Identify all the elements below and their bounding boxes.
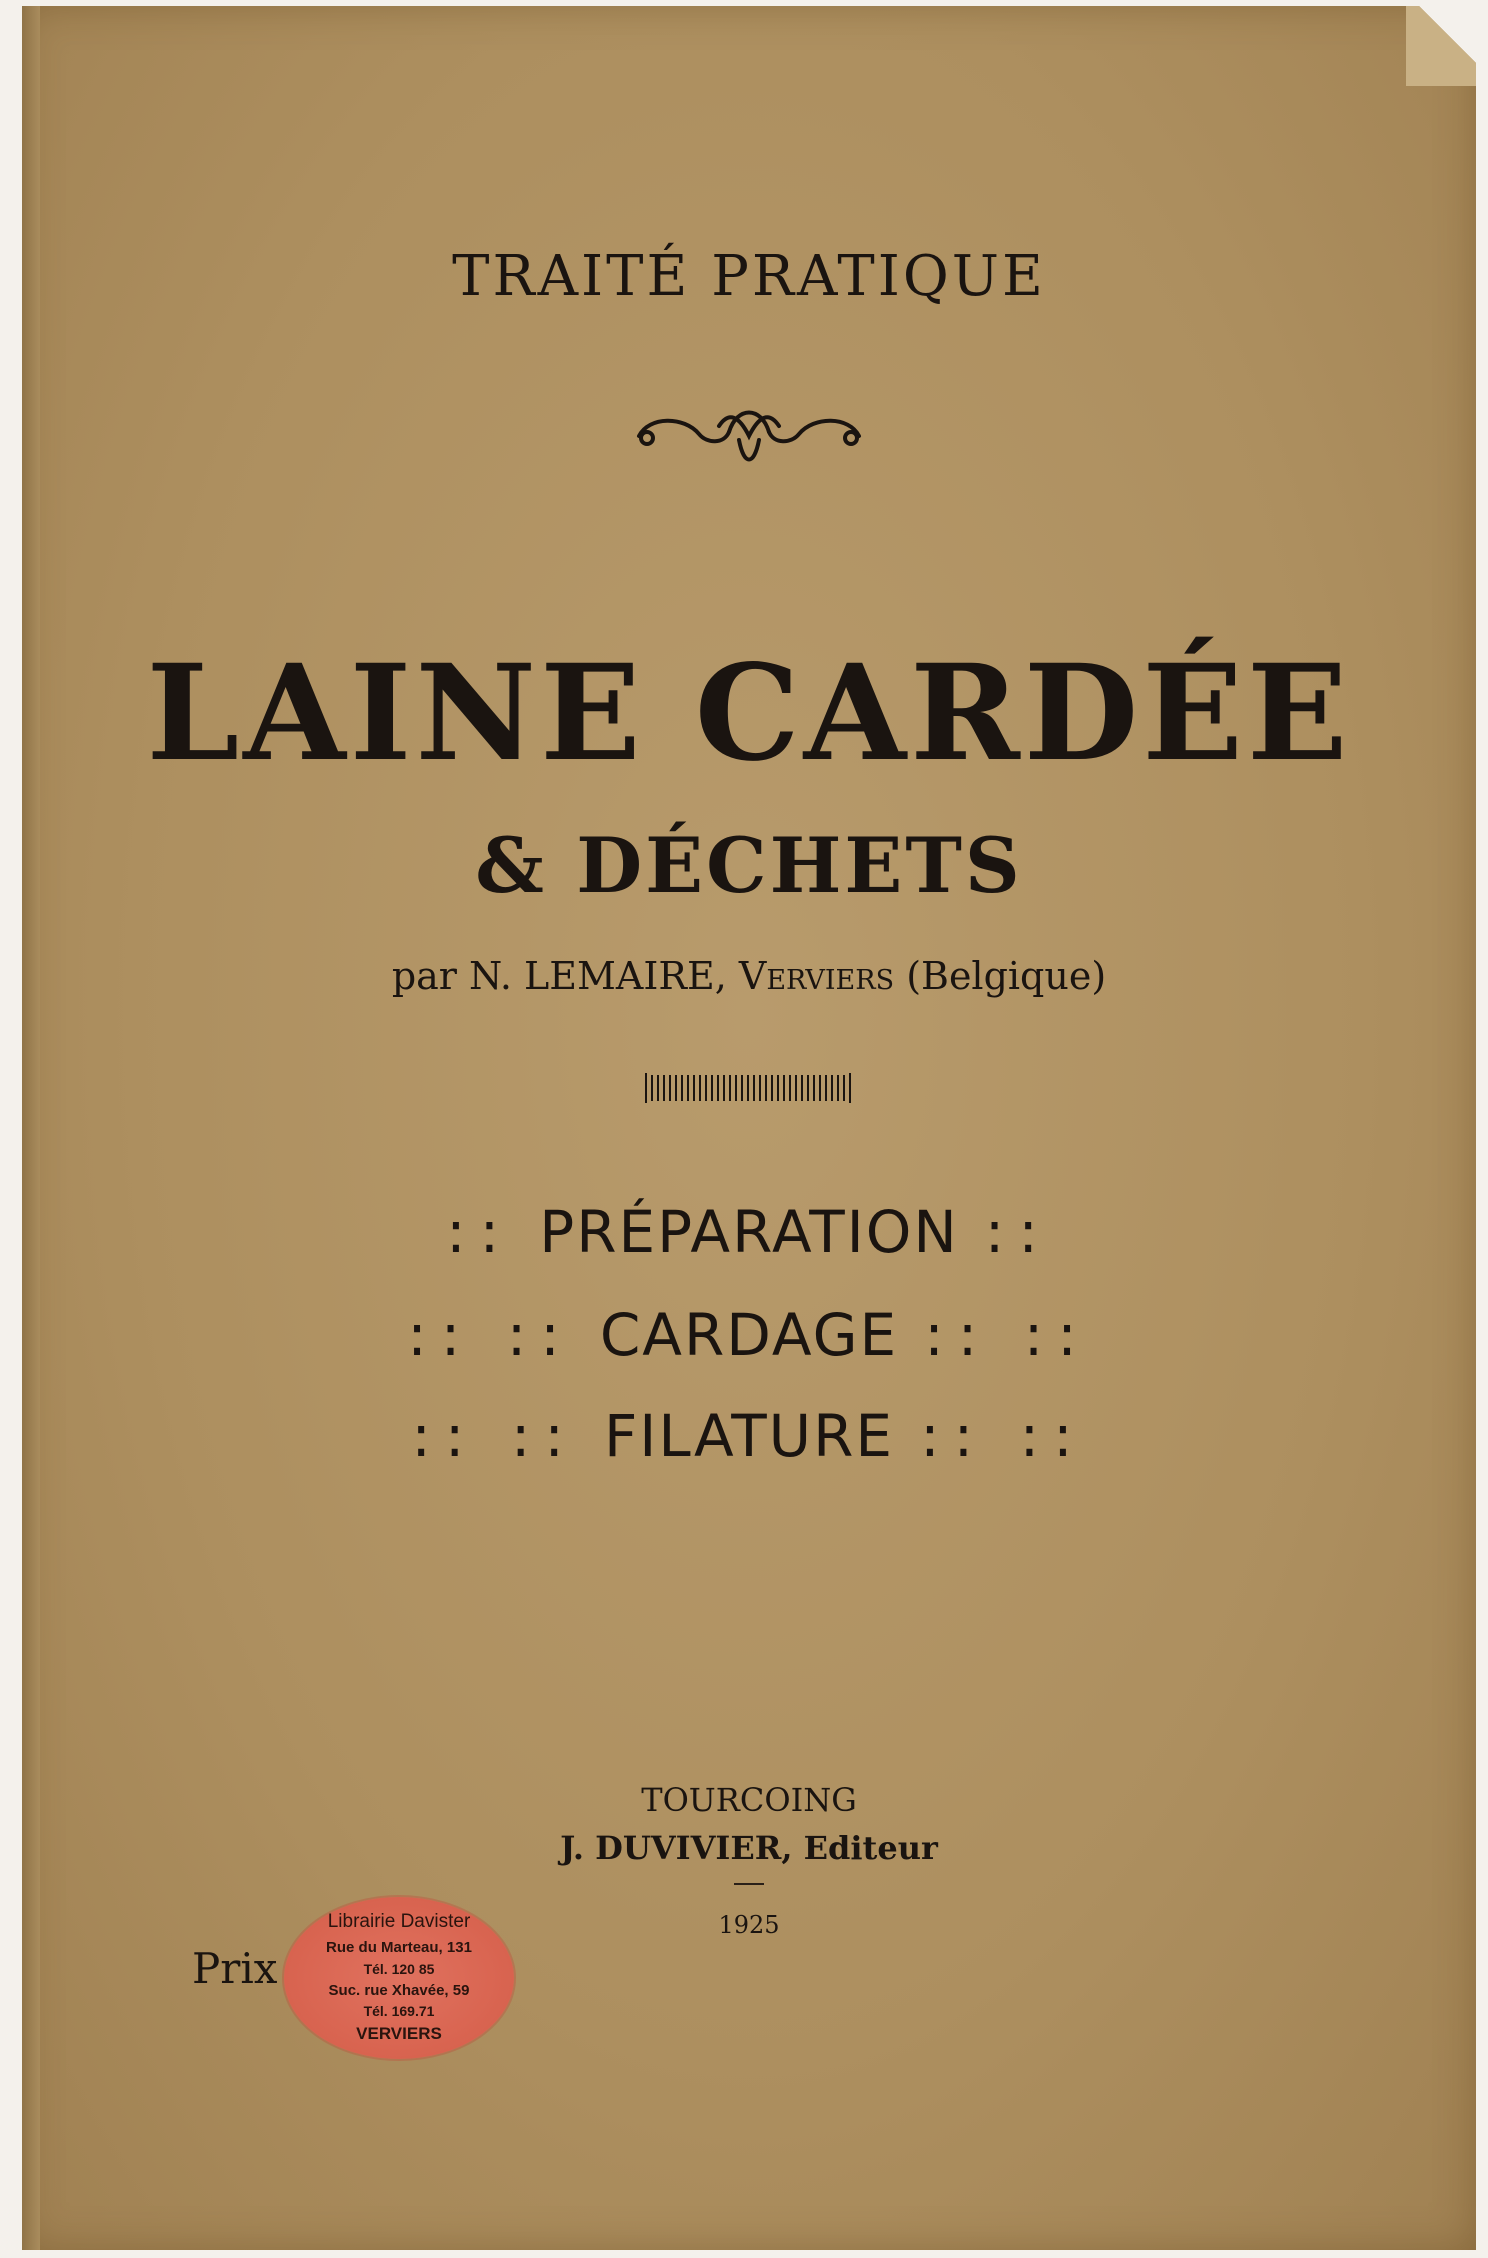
stamp-phone-1: Tél. 120 85 (363, 1961, 435, 1977)
topic-dots-right: :: (984, 1198, 1052, 1266)
topic-filature (22, 1402, 1476, 1470)
author-name: par N. LEMAIRE, (391, 954, 727, 998)
stamp-address-1: Rue du Marteau, 131 (326, 1939, 472, 1956)
publisher-name: J. DUVIVIER, Editeur (560, 1829, 938, 1867)
author-city: Verviers (738, 954, 895, 998)
stamp-shop-name: Librairie Davister (327, 1911, 471, 1932)
topic-label: FILATURE (603, 1402, 895, 1470)
topic-dots-left: :: :: (407, 1301, 574, 1369)
price-label: Prix (192, 1944, 278, 1993)
bar-ornament-icon (22, 1071, 1476, 1110)
stamp-city: VERVIERS (356, 2024, 442, 2043)
main-title: LAINE CARDÉE (146, 636, 1352, 791)
stamp-phone-2: Tél. 169.71 (363, 2003, 435, 2019)
publisher-city: TOURCOING (641, 1781, 857, 1819)
topic-dots-left: :: :: (411, 1402, 578, 1470)
author-line (22, 954, 1476, 998)
topic-label: PRÉPARATION (539, 1198, 959, 1266)
stamp-address-2: Suc. rue Xhavée, 59 (328, 1982, 470, 1999)
divider-rule (734, 1883, 764, 1885)
topic-dots-right: :: :: (924, 1301, 1091, 1369)
sub-title: & DÉCHETS (475, 821, 1023, 910)
folded-corner (1406, 6, 1476, 86)
book-cover (22, 6, 1476, 2250)
topic-cardage (22, 1301, 1476, 1369)
top-title: TRAITÉ PRATIQUE (452, 244, 1046, 309)
topic-dots-right: :: :: (920, 1402, 1087, 1470)
author-country: (Belgique) (906, 954, 1107, 998)
flourish-ornament-icon (22, 396, 1476, 481)
topic-label: CARDAGE (599, 1301, 899, 1369)
topic-dots-left: :: (446, 1198, 514, 1266)
publication-year: 1925 (718, 1911, 780, 1939)
topic-preparation (22, 1198, 1476, 1266)
bookseller-stamp (284, 1897, 514, 2059)
